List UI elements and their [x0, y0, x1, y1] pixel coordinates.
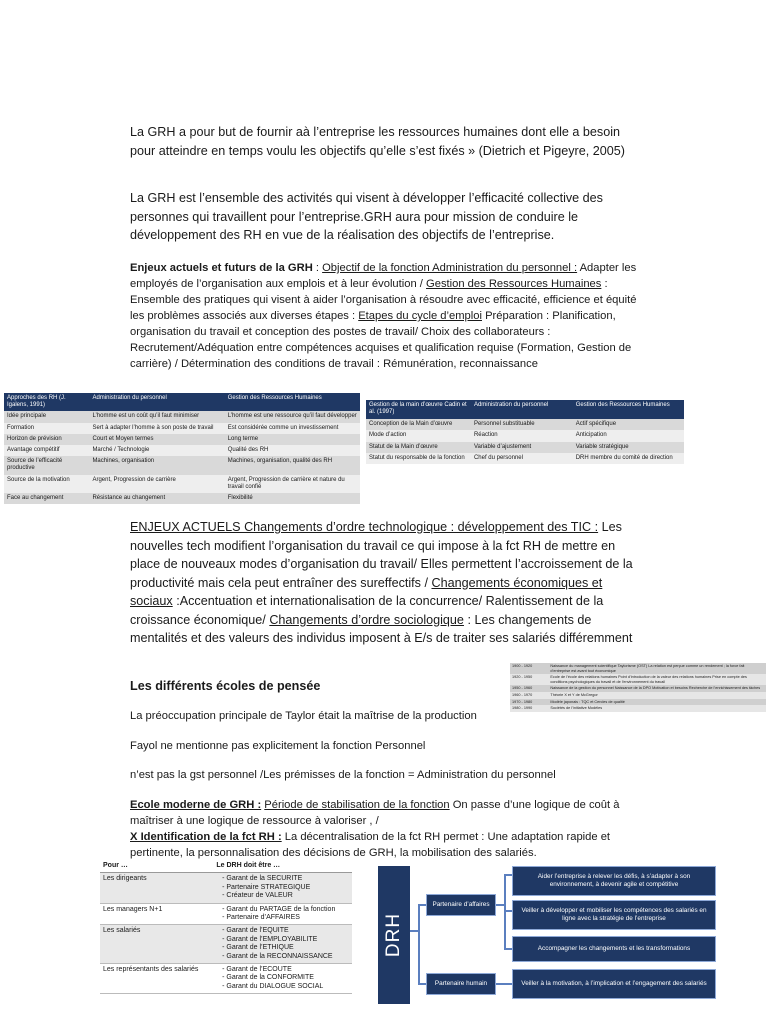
- table-cell: Théorie X et Y de McGregor: [548, 692, 766, 699]
- ecole-moderne-label: Ecole moderne de GRH :: [130, 799, 262, 811]
- table-row: [100, 873, 352, 903]
- enjeux-text-2: : Ensemble des pratiques qui visent à aider l’organisation à résoudre avec efficacité, efficience et équité les problèmes associés aux diverses étapes :: [130, 278, 637, 322]
- table-cell: Qualité des RH: [225, 445, 360, 456]
- table-row: [100, 925, 352, 964]
- connector-line: [496, 904, 504, 906]
- sociologique-label: Changements d’ordre sociologique: [269, 612, 464, 627]
- connector-line: [418, 904, 420, 984]
- table-header: Administration du personnel: [471, 400, 573, 419]
- table-cell: Chef du personnel: [471, 453, 573, 464]
- table-cell: Face au changement: [4, 493, 89, 504]
- table-cell: Sert à adapter l’homme à son poste de travail: [89, 423, 224, 434]
- table-header: Approches des RH (J. Igalens, 1991): [4, 393, 89, 411]
- table-row: [510, 685, 766, 692]
- table-cell: L’homme est un coût qu’il faut minimiser: [89, 411, 224, 422]
- diagram-box-3-label: Accompagner les changements et les transformations: [537, 945, 691, 953]
- ecoles-heading: Les différents écoles de pensée: [130, 679, 321, 693]
- table-cell: Naissance de la gestion du personnel Naissance de la DPO Motivation et besoins Recherche de l’enrichissement des tâches: [548, 685, 766, 692]
- table-cell: Naissance du management scientifique Taylorisme (OST) La relation est perçue comme un rendement ; la force fait d’entreprise est avant tout économique: [548, 663, 766, 674]
- table-header: Le DRH doit être …: [213, 860, 352, 873]
- list-item: - Partenaire d’AFFAIRES: [226, 914, 349, 922]
- table-cell: 1960 - 1970: [510, 692, 548, 699]
- enjeux-actuels-text-2: :Accentuation et internationalisation de la concurrence/ Ralentissement de la croissance économique/: [130, 594, 604, 627]
- enjeux-sep: :: [312, 262, 323, 274]
- table-header: Pour …: [100, 860, 213, 873]
- table-cell: Les dirigeants: [100, 873, 213, 903]
- enjeux-actuels-paragraph: [130, 518, 640, 648]
- table-cell: Court et Moyen termes: [89, 434, 224, 445]
- enjeux-actuels-text-1: Les nouvelles tech modifient l’organisation du travail ce qui impose à la fct RH de mettre en place de nouveaux modes d’organisation du travail/ Elles permettent l’accroissement de la productivité mais cela peut entraîner des sureffectifs /: [130, 520, 633, 590]
- ecole-moderne-text-1: On passe d’une logique de coût à maîtriser à une logique de ressource à valoriser , /: [130, 799, 620, 827]
- etapes-label: Etapes du cycle d’emploi: [358, 310, 482, 322]
- table-cell: 1920 - 1950: [510, 674, 548, 685]
- drh-role-table: [100, 860, 352, 994]
- table-cell: Machines, organisation, qualité des RH: [225, 456, 360, 474]
- table-cell: Ecole de l’école des relations humaines Point d’introduction de la valeur des relations humaines Prise en compte des conditions psychologiques du travail et de l’environnement du travail: [548, 674, 766, 685]
- table-cell: Les salariés: [100, 925, 213, 964]
- list-item: - Garant du DIALOGUE SOCIAL: [226, 983, 349, 991]
- table-cell: Anticipation: [573, 430, 684, 441]
- table-cell: Réaction: [471, 430, 573, 441]
- table-row: [100, 903, 352, 925]
- table-cell: Source de l’efficacité productive: [4, 456, 89, 474]
- list-item: - Garant de l’EMPLOYABILITE: [226, 936, 349, 944]
- enjeux-heading: Enjeux actuels et futurs de la GRH: [130, 262, 313, 274]
- enjeux-actuels-text-3: : Les changements de mentalités et des valeurs des individus imposent à E/s de traiter ses salariés différemment: [130, 612, 633, 645]
- table-cell: Marché / Technologie: [89, 445, 224, 456]
- table-row: [4, 411, 360, 422]
- identification-label: X Identification de la fct RH :: [130, 831, 282, 843]
- enjeux-text-3: Préparation : Planification, organisation du travail et conception des postes de travail/ Choix des collaborateurs : Recrutement/Adéquation entre compétences acquises et qualification requise (Formation, Gestion de carrière) / Détermination des conditions de travail : Rémunération, reconnaissance: [130, 310, 632, 370]
- table-cell: Argent, Progression de carrière et nature du travail confié: [225, 475, 360, 493]
- ecole-moderne-text-2: La décentralisation de la fct RH permet : Une adaptation rapide et pertinente, la personnalisation des décisions de GRH, la mobilisation des salariés.: [130, 831, 611, 859]
- enjeux-text-1: Adapter les employés de l’organisation aux emplois et à leur évolution /: [130, 262, 637, 290]
- table-row: [366, 442, 684, 453]
- connector-line: [418, 904, 426, 906]
- table-row: [4, 423, 360, 434]
- list-item: - Garant de la SECURITE: [226, 875, 349, 883]
- main-oeuvre-table: [366, 400, 684, 464]
- table-header-row: [4, 393, 360, 411]
- table-cell: Statut du responsable de la fonction: [366, 453, 471, 464]
- connector-line: [504, 910, 512, 912]
- table-cell: Formation: [4, 423, 89, 434]
- diagram-box-3: [512, 936, 716, 962]
- table-cell: 1900 - 1920: [510, 663, 548, 674]
- table-cell: L’homme est une ressource qu’il faut développer: [225, 411, 360, 422]
- partner-human-label: Partenaire humain: [434, 980, 488, 988]
- table-cell: [213, 925, 352, 964]
- list-item: - Garant de l’EQUITE: [226, 927, 349, 935]
- table-header-row: [100, 860, 352, 873]
- table-row: [366, 430, 684, 441]
- table-header: Gestion des Ressources Humaines: [573, 400, 684, 419]
- list-item: - Partenaire STRATEGIQUE: [226, 884, 349, 892]
- drh-root-label: DRH: [383, 912, 404, 958]
- table-row: [4, 493, 360, 504]
- table-cell: 1950 - 1960: [510, 685, 548, 692]
- table-header: Gestion de la main d’œuvre Cadin et al. (1997): [366, 400, 471, 419]
- objectif-label: Objectif de la fonction Administration du personnel :: [322, 262, 578, 274]
- table-cell: 1980 - 1990: [510, 705, 548, 712]
- table-cell: DRH membre du comité de direction: [573, 453, 684, 464]
- table-cell: Modèle japonais : TQC et Cercles de qualité: [548, 699, 766, 706]
- economiques-label: Changements économiques et sociaux: [130, 575, 603, 608]
- table-cell: Argent, Progression de carrière: [89, 475, 224, 493]
- table-cell: Flexibilité: [225, 493, 360, 504]
- table-cell: Conception de la Main d’œuvre: [366, 419, 471, 430]
- table-cell: Sociétés de l’initiative Modèles: [548, 705, 766, 712]
- table-cell: [213, 873, 352, 903]
- approches-table: [4, 393, 360, 504]
- diagram-box-2-label: Veiller à développer et mobiliser les compétences des salariés en ligne avec la stratégie de l’entreprise: [521, 907, 707, 922]
- connector-line: [504, 948, 512, 950]
- table-row: [510, 674, 766, 685]
- table-row: [100, 964, 352, 994]
- table-header-row: [366, 400, 684, 419]
- list-item: - Garant du PARTAGE de la fonction: [226, 906, 349, 914]
- table-cell: Horizon de prévision: [4, 434, 89, 445]
- connector-line: [410, 930, 418, 932]
- enjeux-actuels-label: ENJEUX ACTUELS Changements d’ordre technologique : développement des TIC :: [130, 520, 599, 534]
- diagram-box-2: [512, 900, 716, 930]
- intro-paragraph-2: La GRH est l’ensemble des activités qui visent à développer l’efficacité collective des personnes qui travaillent pour l’entreprise.GRH aura pour mission de conduire le développement des RH en vue de la réalisation des objectifs de l’entreprise.: [130, 191, 603, 242]
- diagram-box-1: [512, 866, 716, 896]
- table-header: Gestion des Ressources Humaines: [225, 393, 360, 411]
- table-cell: Personnel substituable: [471, 419, 573, 430]
- table-cell: 1970 - 1980: [510, 699, 548, 706]
- table-row: [4, 434, 360, 445]
- diagram-box-4-label: Veiller à la motivation, à l’implication et l’engagement des salariés: [521, 980, 707, 988]
- table-row: [4, 456, 360, 474]
- table-cell: Idée principale: [4, 411, 89, 422]
- diagram-box-4: [512, 969, 716, 999]
- table-cell: [213, 964, 352, 994]
- ecole-moderne-paragraph: [130, 797, 640, 861]
- list-item: - Garant de la RECONNAISSANCE: [226, 953, 349, 961]
- table-header: Administration du personnel: [89, 393, 224, 411]
- timeline-table: [510, 663, 766, 712]
- enjeux-paragraph: [130, 260, 640, 372]
- table-row: [4, 445, 360, 456]
- connector-line: [504, 874, 512, 876]
- gestion-label: Gestion des Ressources Humaines: [426, 278, 602, 290]
- table-row: [510, 705, 766, 712]
- table-cell: Source de la motivation: [4, 475, 89, 493]
- intro-paragraph-1: La GRH a pour but de fournir aà l’entreprise les ressources humaines dont elle a besoin pour atteindre en temps voulu les objectifs qu’elle s’est fixés » (Dietrich et Pigeyre, 2005): [130, 125, 625, 158]
- table-cell: Variable d’ajustement: [471, 442, 573, 453]
- taylor-text: La préoccupation principale de Taylor était la maîtrise de la production: [130, 710, 477, 722]
- partner-human-box: [426, 973, 496, 995]
- connector-line: [418, 983, 426, 985]
- table-cell: Avantage compétitif: [4, 445, 89, 456]
- list-item: - Garant de l’ECOUTE: [226, 966, 349, 974]
- list-item: - Créateur de VALEUR: [226, 892, 349, 900]
- drh-diagram: [378, 866, 716, 1004]
- table-row: [510, 663, 766, 674]
- period-label: Période de stabilisation de la fonction: [264, 799, 450, 811]
- table-cell: Long terme: [225, 434, 360, 445]
- gst-text: n’est pas la gst personnel /Les prémisses de la fonction = Administration du personnel: [130, 769, 556, 781]
- table-row: [510, 699, 766, 706]
- table-cell: Statut de la Main d’œuvre: [366, 442, 471, 453]
- table-cell: Les représentants des salariés: [100, 964, 213, 994]
- table-cell: Variable stratégique: [573, 442, 684, 453]
- list-item: - Garant de la CONFORMITE: [226, 974, 349, 982]
- diagram-box-1-label: Aider l’entreprise à relever les défis, à s’adapter à son environnement, à devenir agile et compétitive: [537, 873, 691, 888]
- table-cell: Résistance au changement: [89, 493, 224, 504]
- partner-business-box: [426, 894, 496, 916]
- table-cell: Les managers N+1: [100, 903, 213, 925]
- fayol-text: Fayol ne mentionne pas explicitement la fonction Personnel: [130, 740, 426, 752]
- table-row: [4, 475, 360, 493]
- table-row: [510, 692, 766, 699]
- connector-line: [496, 983, 512, 985]
- table-row: [366, 419, 684, 430]
- table-cell: Machines, organisation: [89, 456, 224, 474]
- table-cell: Mode d’action: [366, 430, 471, 441]
- partner-business-label: Partenaire d’affaires: [432, 901, 490, 909]
- table-cell: [213, 903, 352, 925]
- list-item: - Garant de l’ETHIQUE: [226, 944, 349, 952]
- table-cell: Actif spécifique: [573, 419, 684, 430]
- table-row: [366, 453, 684, 464]
- drh-root-box: [378, 866, 410, 1004]
- table-cell: Est considérée comme un investissement: [225, 423, 360, 434]
